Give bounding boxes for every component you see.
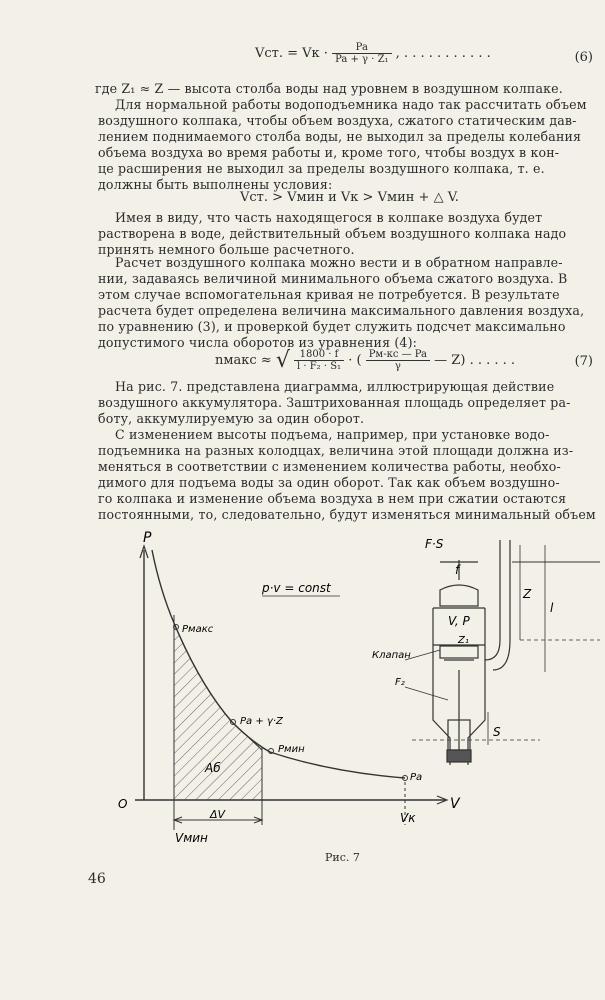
v-p-label: V, P (448, 614, 470, 628)
text-line: Расчет воздушного колпака можно вести и в обратном направле- (115, 255, 563, 270)
axis-v-label: V (450, 796, 460, 812)
text-line: допустимого числа оборотов из уравнения (4): (98, 335, 418, 350)
text-line: подъемника на разных колодцах, величина этой площади должна из- (98, 443, 574, 458)
formula-7-frac1-numerator: 1800 · f (294, 349, 344, 361)
z-label: Z (523, 587, 532, 601)
pa-gz-label: Pa + γ·Z (240, 716, 283, 727)
text-line: объема воздуха во время работы и, кроме того, чтобы воздух в кон- (98, 145, 560, 160)
formula-7-minus-z: — Z (434, 353, 461, 368)
text-line: воздушного колпака, чтобы объем воздуха, сжатого статическим дав- (98, 113, 577, 128)
formula-6-dots: , . . . . . . . . . . . (395, 46, 491, 61)
formula-7-number: (7) (574, 354, 593, 369)
figure-caption: Рис. 7 (325, 851, 360, 864)
text-line: нии, задаваясь величиной минимального объема сжатого воздуха. В (98, 271, 568, 286)
figure-7-diagram (0, 520, 605, 860)
fs-label: F·S (425, 537, 444, 551)
text-line: растворена в воде, действительный объем воздушного колпака надо (98, 226, 567, 241)
root-sign-icon: √ (275, 348, 290, 373)
v-k-label: Vк (400, 811, 416, 825)
text-line: го колпака и изменение объема воздуха в нем при сжатии остаются (98, 491, 567, 506)
p-min-label: Pмин (278, 744, 305, 755)
formula-7-frac2-numerator: Pм-кс — Pa (366, 349, 430, 361)
s-label: S (493, 725, 501, 739)
formula-6 (255, 42, 491, 65)
area-label: Aб (205, 761, 221, 775)
valve-label: Клапан (372, 650, 411, 661)
curve-label: p·v = const (262, 581, 331, 595)
text-line: лением поднимаемого столба воды, не выходил за пределы колебания (98, 129, 582, 144)
text-line: Имея в виду, что часть находящегося в колпаке воздуха будет (115, 210, 543, 225)
formula-6-denominator: Pa + γ · Z₁ (335, 54, 389, 65)
text-line: С изменением высоты подъема, например, при установке водо- (115, 427, 550, 442)
page-number: 46 (88, 871, 106, 887)
text-line: Для нормальной работы водоподъемника надо так рассчитать объем (115, 97, 587, 112)
condition-formula: Vст. > Vмин и Vк > Vмин + △ V. (240, 190, 459, 205)
text-line: це расширения не выходил за пределы воздушного колпака, т. е. (98, 161, 545, 176)
f2-label: F₂ (395, 677, 405, 688)
text-line: меняться в соответствии с изменением количества работы, необхо- (98, 459, 561, 474)
formula-7-fraction-2 (366, 349, 430, 372)
text-line: постоянными, то, следовательно, будут изменяться минимальный объем (98, 507, 596, 522)
text-line: боту, аккумулируемую за один оборот. (98, 411, 365, 426)
formula-7-dots: . . . . . . (469, 353, 516, 368)
text-line: где Z₁ ≈ Z — высота столба воды над уровнем в воздушном колпаке. (95, 81, 563, 96)
formula-7-fraction-1 (294, 349, 344, 372)
text-line: по уравнению (3), и проверкой будет служить подсчет максимально (98, 319, 566, 334)
text-line: На рис. 7. представлена диаграмма, иллюстрирующая действие (115, 379, 555, 394)
formula-7-frac1-denominator: l · F₂ · S₁ (296, 361, 342, 372)
formula-6-fraction (332, 42, 391, 65)
pa-label: Pa (410, 772, 423, 783)
text-line: расчета будет определена величина максимального давления воздуха, (98, 303, 585, 318)
v-min-label: Vмин (175, 831, 208, 845)
axis-p-label: P (143, 530, 152, 546)
origin-label: O (118, 797, 128, 811)
text-line: этом случае вспомогательная кривая не потребуется. В результате (98, 287, 560, 302)
formula-6-numerator: Pa (332, 42, 391, 54)
f-label: f (455, 563, 460, 577)
text-line: должны быть выполнены условия: (98, 177, 333, 192)
formula-7: nмакс ≈ √ $\frac{1800 \cdot f}{\text{l · F₂ · S₁}}$ · ( $\frac{Pм-кс — Pa}{\gamma}$ — Z) . . . . . . (215, 348, 516, 373)
z1-label: Z₁ (458, 635, 469, 646)
l-label: l (550, 601, 554, 615)
text-line: принять немного больше расчетного. (98, 242, 355, 257)
formula-7-frac2-denominator: γ (394, 361, 401, 372)
text-line: димого для подъема воды за один оборот. Так как объем воздушно- (98, 475, 560, 490)
text-line: воздушного аккумулятора. Заштрихованная площадь определяет ра- (98, 395, 571, 410)
delta-v-label: ΔV (210, 808, 226, 821)
p-max-label: Pмакс (182, 624, 214, 635)
formula-6-lhs: Vст. = Vк · (255, 46, 328, 61)
formula-6-number: (6) (574, 50, 593, 65)
formula-7-lhs: nмакс ≈ (215, 353, 272, 368)
